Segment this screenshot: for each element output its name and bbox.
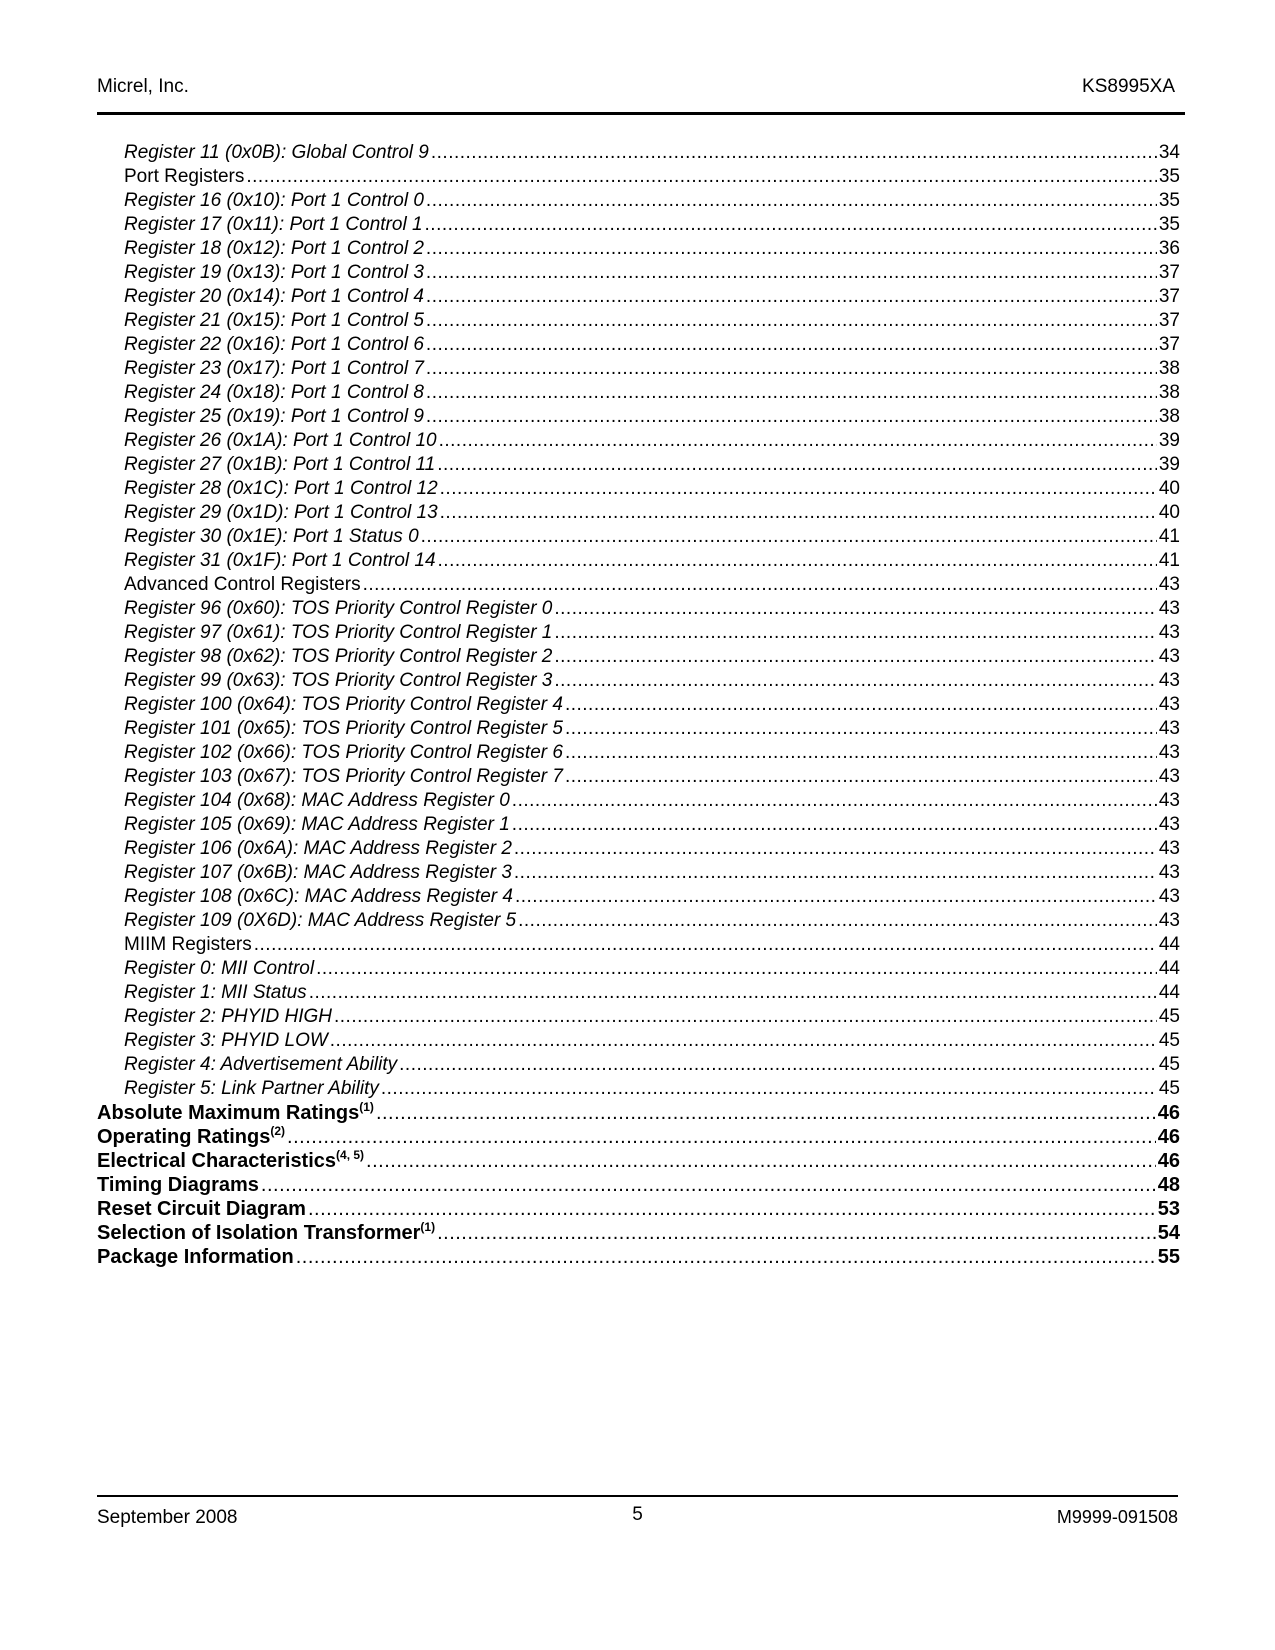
toc-entry-title bbox=[124, 1029, 328, 1053]
toc-entry-title bbox=[124, 1077, 379, 1101]
toc-dot-leader bbox=[426, 405, 1157, 429]
toc-entry-page: 43 bbox=[1158, 598, 1180, 619]
toc-entry-title bbox=[124, 237, 424, 261]
toc-entry[interactable] bbox=[97, 1005, 1180, 1029]
toc-entry-page: 41 bbox=[1158, 526, 1180, 547]
toc-entry-title-text: Register 21 (0x15): Port 1 Control 5 bbox=[124, 310, 424, 331]
toc-entry-title bbox=[124, 693, 563, 717]
toc-entry[interactable] bbox=[97, 189, 1180, 213]
toc-dot-leader bbox=[439, 429, 1157, 453]
toc-entry-title bbox=[124, 261, 424, 285]
toc-entry[interactable] bbox=[97, 717, 1180, 741]
toc-entry-page: 36 bbox=[1158, 238, 1180, 259]
toc-dot-leader bbox=[309, 981, 1157, 1005]
toc-entry[interactable] bbox=[97, 1053, 1180, 1077]
toc-entry[interactable] bbox=[97, 1221, 1180, 1245]
toc-dot-leader bbox=[554, 645, 1156, 669]
page-footer bbox=[97, 1495, 1178, 1537]
toc-entry[interactable] bbox=[97, 837, 1180, 861]
toc-entry[interactable] bbox=[97, 213, 1180, 237]
company-name: Micrel, Inc. bbox=[97, 76, 189, 97]
toc-entry-page: 43 bbox=[1158, 574, 1180, 595]
toc-entry-title-text: Register 25 (0x19): Port 1 Control 9 bbox=[124, 406, 424, 427]
toc-dot-leader bbox=[565, 693, 1157, 717]
footer-doc-number: M9999-091508 bbox=[1056, 1507, 1178, 1527]
toc-entry-title bbox=[124, 885, 513, 909]
toc-entry-title bbox=[97, 1101, 374, 1125]
toc-entry-title-text: Register 3: PHYID LOW bbox=[124, 1030, 328, 1051]
toc-entry-page: 34 bbox=[1158, 142, 1180, 163]
toc-entry-title-text: Register 0: MII Control bbox=[124, 958, 315, 979]
toc-entry-title-text: Register 18 (0x12): Port 1 Control 2 bbox=[124, 238, 424, 259]
toc-entry-title bbox=[124, 957, 314, 981]
toc-entry[interactable] bbox=[97, 453, 1180, 477]
toc-entry-page: 41 bbox=[1158, 550, 1180, 571]
toc-entry-page: 43 bbox=[1158, 646, 1180, 667]
toc-dot-leader bbox=[254, 933, 1157, 957]
toc-entry-title-text: Register 23 (0x17): Port 1 Control 7 bbox=[124, 358, 424, 379]
toc-entry-page: 44 bbox=[1158, 934, 1180, 955]
toc-entry-title bbox=[124, 189, 424, 213]
toc-entry-page: 43 bbox=[1158, 622, 1180, 643]
toc-entry[interactable] bbox=[97, 237, 1180, 261]
toc-entry-title-text: Register 108 (0x6C): MAC Address Register 4 bbox=[124, 886, 513, 907]
toc-dot-leader bbox=[308, 1197, 1156, 1221]
toc-entry-page: 46 bbox=[1157, 1150, 1180, 1172]
toc-dot-leader bbox=[376, 1101, 1156, 1125]
toc-dot-leader bbox=[514, 837, 1157, 861]
toc-entry-title-text: Advanced Control Registers bbox=[124, 574, 361, 595]
toc-entry-page: 38 bbox=[1158, 382, 1180, 403]
toc-dot-leader bbox=[518, 909, 1157, 933]
toc-entry-page: 43 bbox=[1158, 766, 1180, 787]
toc-entry-page: 40 bbox=[1158, 502, 1180, 523]
toc-entry-title-text: Register 98 (0x62): TOS Priority Control Register 2 bbox=[124, 646, 553, 667]
footer-date: September 2008 bbox=[97, 1507, 238, 1528]
toc-entry-title bbox=[124, 1005, 332, 1029]
toc-entry-page: 40 bbox=[1158, 478, 1180, 499]
toc-entry-title bbox=[124, 405, 424, 429]
toc-entry[interactable] bbox=[97, 957, 1180, 981]
toc-entry-title bbox=[124, 381, 424, 405]
toc-dot-leader bbox=[399, 1053, 1157, 1077]
toc-entry-page: 39 bbox=[1158, 430, 1180, 451]
toc-entry[interactable] bbox=[97, 1197, 1180, 1221]
toc-entry-page: 46 bbox=[1157, 1126, 1180, 1148]
toc-entry[interactable] bbox=[97, 381, 1180, 405]
toc-entry-title-text: Register 19 (0x13): Port 1 Control 3 bbox=[124, 262, 424, 283]
toc-entry-page: 46 bbox=[1157, 1102, 1180, 1124]
toc-entry-page: 37 bbox=[1158, 310, 1180, 331]
toc-entry-title-text: Port Registers bbox=[124, 166, 245, 187]
toc-entry-page: 43 bbox=[1158, 838, 1180, 859]
toc-entry-title-text: Register 2: PHYID HIGH bbox=[124, 1006, 332, 1027]
toc-entry-title bbox=[124, 357, 424, 381]
toc-entry[interactable] bbox=[97, 501, 1180, 525]
toc-entry[interactable] bbox=[97, 405, 1180, 429]
toc-entry[interactable] bbox=[97, 1125, 1180, 1149]
toc-entry-title bbox=[97, 1173, 259, 1197]
toc-entry-title bbox=[124, 621, 552, 645]
toc-entry-title-text: Register 11 (0x0B): Global Control 9 bbox=[124, 142, 429, 163]
toc-entry[interactable] bbox=[97, 597, 1180, 621]
toc-entry-title bbox=[124, 573, 361, 597]
toc-dot-leader bbox=[565, 765, 1157, 789]
toc-entry[interactable] bbox=[97, 285, 1180, 309]
toc-entry-footnote: (2) bbox=[270, 1124, 286, 1138]
toc-dot-leader bbox=[381, 1077, 1157, 1101]
toc-entry-title bbox=[124, 789, 510, 813]
toc-entry-title-text: Reset Circuit Diagram bbox=[97, 1198, 306, 1220]
toc-dot-leader bbox=[438, 549, 1157, 573]
toc-entry-page: 35 bbox=[1158, 166, 1180, 187]
toc-entry-title bbox=[124, 165, 244, 189]
toc-entry-page: 43 bbox=[1158, 718, 1180, 739]
toc-entry-page: 43 bbox=[1158, 910, 1180, 931]
toc-entry[interactable] bbox=[97, 333, 1180, 357]
toc-entry[interactable] bbox=[97, 1101, 1180, 1125]
toc-entry-title-text: Register 107 (0x6B): MAC Address Register 3 bbox=[124, 862, 512, 883]
toc-entry[interactable] bbox=[97, 1245, 1180, 1269]
toc-entry-title bbox=[124, 765, 563, 789]
toc-entry-title-text: Register 97 (0x61): TOS Priority Control Register 1 bbox=[124, 622, 553, 643]
toc-entry-page: 45 bbox=[1158, 1030, 1180, 1051]
toc-entry-footnote: (1) bbox=[420, 1220, 436, 1234]
toc-entry[interactable] bbox=[97, 357, 1180, 381]
toc-entry-title-text: Register 4: Advertisement Ability bbox=[124, 1054, 398, 1075]
toc-dot-leader bbox=[316, 957, 1157, 981]
toc-entry-page: 39 bbox=[1158, 454, 1180, 475]
toc-entry-page: 43 bbox=[1158, 694, 1180, 715]
toc-entry[interactable] bbox=[97, 573, 1180, 597]
toc-entry-page: 45 bbox=[1158, 1078, 1180, 1099]
toc-dot-leader bbox=[514, 861, 1157, 885]
toc-entry-title-text: Register 1: MII Status bbox=[124, 982, 307, 1003]
page-header bbox=[97, 72, 1185, 115]
toc-entry-title bbox=[124, 453, 435, 477]
toc-entry[interactable] bbox=[97, 861, 1180, 885]
table-of-contents bbox=[97, 141, 1180, 1269]
toc-entry-title-text: Register 26 (0x1A): Port 1 Control 10 bbox=[124, 430, 437, 451]
toc-entry-title-text: Register 17 (0x11): Port 1 Control 1 bbox=[124, 214, 423, 235]
toc-entry-title bbox=[97, 1149, 364, 1173]
toc-entry[interactable] bbox=[97, 621, 1180, 645]
toc-entry[interactable] bbox=[97, 477, 1180, 501]
toc-dot-leader bbox=[426, 381, 1157, 405]
toc-entry[interactable] bbox=[97, 741, 1180, 765]
toc-entry-title-text: Register 27 (0x1B): Port 1 Control 11 bbox=[124, 454, 436, 475]
toc-dot-leader bbox=[515, 885, 1157, 909]
toc-dot-leader bbox=[565, 741, 1157, 765]
toc-entry[interactable] bbox=[97, 885, 1180, 909]
toc-dot-leader bbox=[363, 573, 1157, 597]
toc-entry-title-text: Register 31 (0x1F): Port 1 Control 14 bbox=[124, 550, 436, 571]
toc-entry-page: 43 bbox=[1158, 886, 1180, 907]
toc-entry-title-text: Register 28 (0x1C): Port 1 Control 12 bbox=[124, 478, 438, 499]
toc-entry-title-text: Selection of Isolation Transformer bbox=[97, 1222, 421, 1244]
toc-dot-leader bbox=[512, 813, 1157, 837]
toc-entry-title-text: Register 102 (0x66): TOS Priority Control Register 6 bbox=[124, 742, 563, 763]
toc-dot-leader bbox=[437, 453, 1157, 477]
toc-entry-title-text: Operating Ratings bbox=[97, 1126, 271, 1148]
toc-entry-title-text: Register 100 (0x64): TOS Priority Control Register 4 bbox=[124, 694, 563, 715]
toc-entry-title-text: Register 106 (0x6A): MAC Address Register 2 bbox=[124, 838, 512, 859]
toc-entry-page: 45 bbox=[1158, 1006, 1180, 1027]
toc-entry-title bbox=[124, 597, 552, 621]
toc-entry[interactable] bbox=[97, 1029, 1180, 1053]
toc-entry-title bbox=[97, 1125, 285, 1149]
toc-entry[interactable] bbox=[97, 525, 1180, 549]
toc-entry-title bbox=[124, 813, 510, 837]
toc-entry[interactable] bbox=[97, 1149, 1180, 1173]
toc-entry-title bbox=[124, 669, 552, 693]
toc-entry-page: 44 bbox=[1158, 958, 1180, 979]
toc-entry-page: 43 bbox=[1158, 670, 1180, 691]
toc-entry-title bbox=[124, 1053, 397, 1077]
toc-entry-title bbox=[97, 1245, 294, 1269]
toc-entry-title bbox=[97, 1197, 306, 1221]
toc-entry-title-text: Register 99 (0x63): TOS Priority Control Register 3 bbox=[124, 670, 553, 691]
toc-entry-title bbox=[124, 141, 429, 165]
toc-dot-leader bbox=[440, 501, 1157, 525]
toc-entry-title bbox=[124, 861, 512, 885]
toc-entry-title bbox=[124, 549, 436, 573]
toc-entry[interactable] bbox=[97, 765, 1180, 789]
toc-entry-title bbox=[124, 717, 563, 741]
toc-entry[interactable] bbox=[97, 1173, 1180, 1197]
toc-entry-title bbox=[124, 837, 512, 861]
toc-entry-page: 53 bbox=[1157, 1198, 1180, 1220]
toc-dot-leader bbox=[246, 165, 1156, 189]
toc-dot-leader bbox=[426, 189, 1157, 213]
toc-entry-title bbox=[124, 429, 437, 453]
toc-entry-title bbox=[124, 645, 552, 669]
toc-entry-page: 35 bbox=[1158, 214, 1180, 235]
toc-entry[interactable] bbox=[97, 813, 1180, 837]
toc-entry[interactable] bbox=[97, 1077, 1180, 1101]
toc-entry-title-text: Register 104 (0x68): MAC Address Register 0 bbox=[124, 790, 510, 811]
toc-entry-title-text: Register 16 (0x10): Port 1 Control 0 bbox=[124, 190, 424, 211]
toc-dot-leader bbox=[426, 333, 1157, 357]
toc-entry-page: 43 bbox=[1158, 814, 1180, 835]
part-number: KS8995XA bbox=[1082, 76, 1175, 97]
toc-entry-title bbox=[124, 933, 252, 957]
toc-entry[interactable] bbox=[97, 933, 1180, 957]
toc-entry-title bbox=[124, 309, 424, 333]
toc-entry[interactable] bbox=[97, 309, 1180, 333]
toc-entry[interactable] bbox=[97, 669, 1180, 693]
toc-entry-title-text: Register 24 (0x18): Port 1 Control 8 bbox=[124, 382, 424, 403]
toc-dot-leader bbox=[554, 621, 1156, 645]
toc-entry-title bbox=[124, 477, 438, 501]
toc-entry-page: 48 bbox=[1157, 1174, 1180, 1196]
toc-dot-leader bbox=[334, 1005, 1157, 1029]
toc-entry-title bbox=[124, 333, 424, 357]
toc-entry[interactable] bbox=[97, 909, 1180, 933]
toc-entry-title bbox=[124, 285, 424, 309]
toc-entry[interactable] bbox=[97, 981, 1180, 1005]
toc-entry-title bbox=[124, 741, 563, 765]
toc-entry-title-text: Register 29 (0x1D): Port 1 Control 13 bbox=[124, 502, 438, 523]
toc-entry-title-text: Register 22 (0x16): Port 1 Control 6 bbox=[124, 334, 424, 355]
toc-entry-page: 55 bbox=[1157, 1246, 1180, 1268]
toc-dot-leader bbox=[330, 1029, 1157, 1053]
toc-dot-leader bbox=[287, 1125, 1156, 1149]
toc-entry[interactable] bbox=[97, 165, 1180, 189]
toc-dot-leader bbox=[421, 525, 1157, 549]
toc-dot-leader bbox=[426, 285, 1157, 309]
toc-entry[interactable] bbox=[97, 141, 1180, 165]
toc-entry-footnote: (1) bbox=[359, 1100, 374, 1114]
toc-dot-leader bbox=[426, 357, 1157, 381]
toc-dot-leader bbox=[437, 1221, 1156, 1245]
toc-entry-title bbox=[124, 981, 307, 1005]
toc-entry-page: 44 bbox=[1158, 982, 1180, 1003]
toc-entry-footnote: (4, 5) bbox=[336, 1148, 365, 1162]
toc-entry-page: 37 bbox=[1158, 286, 1180, 307]
toc-entry-title-text: Electrical Characteristics bbox=[97, 1150, 337, 1172]
toc-dot-leader bbox=[425, 213, 1157, 237]
toc-entry-title bbox=[124, 501, 438, 525]
toc-entry-page: 54 bbox=[1157, 1222, 1180, 1244]
toc-entry-title-text: Register 101 (0x65): TOS Priority Control Register 5 bbox=[124, 718, 563, 739]
toc-entry-title bbox=[124, 909, 516, 933]
toc-entry-title-text: Register 5: Link Partner Ability bbox=[124, 1078, 379, 1099]
toc-entry-page: 43 bbox=[1158, 862, 1180, 883]
toc-entry-title-text: Timing Diagrams bbox=[97, 1174, 259, 1196]
toc-entry-page: 37 bbox=[1158, 262, 1180, 283]
toc-entry-title-text: Register 109 (0X6D): MAC Address Register 5 bbox=[124, 910, 517, 931]
toc-dot-leader bbox=[565, 717, 1157, 741]
toc-dot-leader bbox=[554, 669, 1156, 693]
toc-dot-leader bbox=[366, 1149, 1156, 1173]
toc-entry-page: 43 bbox=[1158, 790, 1180, 811]
toc-entry[interactable] bbox=[97, 645, 1180, 669]
toc-entry-page: 45 bbox=[1158, 1054, 1180, 1075]
toc-entry-title-text: Register 96 (0x60): TOS Priority Control Register 0 bbox=[124, 598, 553, 619]
toc-dot-leader bbox=[426, 261, 1157, 285]
toc-dot-leader bbox=[426, 309, 1157, 333]
toc-entry[interactable] bbox=[97, 693, 1180, 717]
footer-page-number: 5 bbox=[632, 1504, 643, 1525]
toc-entry-title-text: Register 20 (0x14): Port 1 Control 4 bbox=[124, 286, 424, 307]
toc-entry-title-text: MIIM Registers bbox=[124, 934, 252, 955]
toc-entry-title bbox=[124, 525, 419, 549]
toc-dot-leader bbox=[261, 1173, 1156, 1197]
toc-entry-page: 43 bbox=[1158, 742, 1180, 763]
toc-dot-leader bbox=[426, 237, 1157, 261]
toc-entry-title-text: Register 30 (0x1E): Port 1 Status 0 bbox=[124, 526, 419, 547]
toc-entry-page: 38 bbox=[1158, 358, 1180, 379]
toc-dot-leader bbox=[512, 789, 1157, 813]
toc-entry-page: 38 bbox=[1158, 406, 1180, 427]
toc-entry-title-text: Absolute Maximum Ratings bbox=[97, 1102, 360, 1124]
toc-entry[interactable] bbox=[97, 429, 1180, 453]
toc-entry-page: 37 bbox=[1158, 334, 1180, 355]
toc-entry-title-text: Register 103 (0x67): TOS Priority Control Register 7 bbox=[124, 766, 563, 787]
toc-dot-leader bbox=[554, 597, 1156, 621]
toc-entry-title bbox=[97, 1221, 435, 1245]
toc-dot-leader bbox=[431, 141, 1157, 165]
toc-entry-title-text: Register 105 (0x69): MAC Address Register 1 bbox=[124, 814, 510, 835]
toc-dot-leader bbox=[440, 477, 1157, 501]
toc-entry-title-text: Package Information bbox=[97, 1246, 294, 1268]
toc-entry[interactable] bbox=[97, 261, 1180, 285]
toc-entry[interactable] bbox=[97, 549, 1180, 573]
toc-entry-page: 35 bbox=[1158, 190, 1180, 211]
toc-entry[interactable] bbox=[97, 789, 1180, 813]
toc-entry-title bbox=[124, 213, 423, 237]
toc-dot-leader bbox=[296, 1245, 1156, 1269]
